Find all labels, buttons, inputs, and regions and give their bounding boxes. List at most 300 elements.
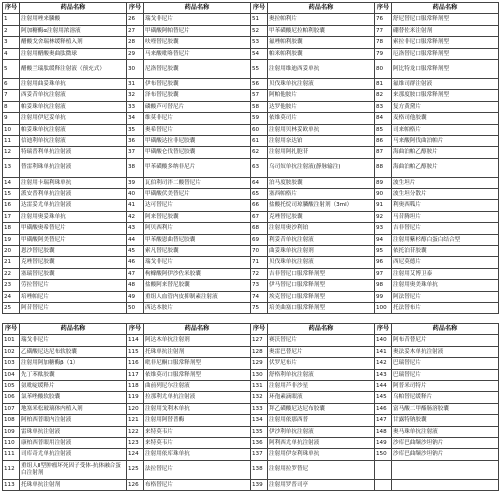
row-number-cell: 23 (3, 280, 20, 291)
row-number-cell: 19 (3, 234, 20, 245)
drug-name-cell: 阿利西尤单抗注射液 (268, 437, 375, 448)
drug-name-cell: 重组人血管内皮抑制素注射液 (144, 291, 251, 302)
drug-name-cell: 海曲泊帕乙醇胺片 (392, 147, 499, 158)
seq-header: 序号 (251, 324, 268, 335)
name-header: 药品名称 (20, 3, 127, 14)
row-number-cell: 139 (251, 479, 268, 490)
drug-name-cell: 注射用阿扎胞苷 (268, 147, 375, 158)
row-number-cell: 15 (3, 189, 20, 200)
seq-header: 序号 (375, 3, 392, 14)
drug-name-cell: 利奥西呱片 (392, 200, 499, 211)
drug-name-cell: 尼洛替尼胶囊 (144, 59, 251, 78)
row-number-cell: 104 (3, 369, 20, 380)
row-number-cell: 69 (251, 234, 268, 245)
drug-name-cell: 吉非替尼口服常释剂型 (268, 268, 375, 279)
row-number-cell: 72 (251, 268, 268, 279)
row-number-cell: 131 (251, 380, 268, 391)
row-number-cell: 20 (3, 246, 20, 257)
drug-name-cell: 阿昔替尼片 (20, 302, 127, 313)
row-number-cell: 125 (127, 460, 144, 479)
row-number-cell: 50 (127, 302, 144, 313)
row-number-cell: 91 (375, 200, 392, 211)
drug-name-cell: 沙库巴曲缬沙坦钠片 (392, 437, 499, 448)
drug-name-cell: 阿帕他胺片 (268, 90, 375, 101)
drug-name-cell: 注射用艾博卫泰 (392, 268, 499, 279)
row-number-cell: 52 (251, 25, 268, 36)
row-number-cell: 17 (3, 211, 20, 222)
row-number-cell: 140 (375, 335, 392, 346)
table-row (3, 426, 499, 437)
row-number-cell: 98 (375, 280, 392, 291)
row-number-cell: 115 (127, 346, 144, 357)
drug-name-cell (392, 460, 499, 479)
drug-name-cell: 磷酸芦可替尼片 (144, 101, 251, 112)
drug-name-cell: 拜乙磺酸尼达尼布胶囊 (268, 403, 375, 414)
row-number-cell: 76 (375, 14, 392, 25)
row-number-cell: 49 (127, 291, 144, 302)
row-number-cell: 150 (375, 449, 392, 460)
drug-name-cell: 恩沙替尼胶囊 (20, 246, 127, 257)
row-number-cell: 92 (375, 211, 392, 222)
drug-name-cell: 布格替尼片 (144, 479, 251, 490)
drug-name-cell: 注射用阿替普酶 (144, 415, 251, 426)
drug-name-cell: 氟唑帕利胶囊 (268, 37, 375, 48)
drug-name-cell: 劳拉替尼片 (20, 280, 127, 291)
drug-name-cell: 伏罗尼布片 (268, 358, 375, 369)
seq-header: 序号 (3, 3, 20, 14)
row-number-cell: 47 (127, 268, 144, 279)
drug-name-cell: 注射用拉罗替尼 (268, 460, 375, 479)
table-row (3, 78, 499, 89)
drug-name-cell: 曲妥珠单抗注射剂 (268, 246, 375, 257)
row-number-cell: 136 (251, 437, 268, 448)
drug-name-cell: 奥马珠单抗注射液 (392, 426, 499, 437)
drug-name-cell: 维莫非尼片 (144, 113, 251, 124)
drug-name-cell: 麦格司他胶囊 (392, 113, 499, 124)
drug-name-cell: 瑞戈非尼片 (20, 335, 127, 346)
row-number-cell: 10 (3, 124, 20, 135)
row-number-cell: 75 (251, 302, 268, 313)
table-row (3, 346, 499, 357)
row-number-cell: 93 (375, 223, 392, 234)
drug-name-cell: 波生坦片 (392, 177, 499, 188)
row-number-cell: 59 (251, 113, 268, 124)
table-row (3, 124, 499, 135)
row-number-cell: 3 (3, 37, 20, 48)
table-row (3, 158, 499, 177)
table-row (3, 403, 499, 414)
row-number-cell: 45 (127, 246, 144, 257)
seq-header: 序号 (251, 3, 268, 14)
drug-name-cell: 注射用紫杉醇白蛋白结合型 (392, 234, 499, 245)
row-number-cell: 123 (127, 437, 144, 448)
drug-name-cell: 注射用芦非沙星 (268, 380, 375, 391)
name-header: 药品名称 (20, 324, 127, 335)
drug-name-cell: 注射用罗普司亭 (268, 479, 375, 490)
drug-name-cell: 西妥昔单抗注射液 (20, 90, 127, 101)
drug-name-cell: 注射用阿加糖酶β（1） (20, 358, 127, 369)
table-row (3, 177, 499, 188)
drug-name-cell: 注射用奥妥珠单抗 (20, 211, 127, 222)
table-row (3, 189, 499, 200)
row-number-cell: 89 (375, 177, 392, 188)
table-row (3, 280, 499, 291)
row-number-cell: 122 (127, 426, 144, 437)
drug-name-cell: 瓦伯利司泮二酸替尼片 (144, 177, 251, 188)
row-number-cell: 99 (375, 291, 392, 302)
table-row (3, 101, 499, 112)
drug-name-cell: 盐酸阿来替尼胶囊 (144, 280, 251, 291)
drug-name-cell: 地塞米松玻璃体内植入剂 (20, 403, 127, 414)
drug-name-cell: 埃克替尼口服常释剂型 (268, 291, 375, 302)
drug-name-cell: 司来帕格片 (392, 124, 499, 135)
table-row (3, 392, 499, 403)
drug-name-cell: 马来酸阿伐曲泊帕片 (392, 135, 499, 146)
row-number-cell: 121 (127, 415, 144, 426)
row-number-cell: 145 (375, 392, 392, 403)
row-number-cell: 133 (251, 403, 268, 414)
row-number-cell: 113 (3, 479, 20, 490)
drug-name-cell: 培美曲塞口服常释剂型 (268, 302, 375, 313)
row-number-cell: 27 (127, 25, 144, 36)
drug-name-cell: 索拉非尼口服常释剂型 (392, 37, 499, 48)
row-number-cell: 62 (251, 147, 268, 158)
drug-table-bottom (2, 323, 499, 491)
drug-name-cell: 来特莫韦片 (144, 426, 251, 437)
row-number-cell: 120 (127, 403, 144, 414)
row-number-cell: 35 (127, 124, 144, 135)
drug-name-cell: 帕妥珠单抗注射液 (20, 124, 127, 135)
row-number-cell: 90 (375, 189, 392, 200)
drug-name-cell: 注射用卡瑞利珠单抗 (20, 177, 127, 188)
drug-name-cell: 注射用醋酸奥曲肽微球 (20, 48, 127, 59)
drug-name-cell: 阿比特龙口服常释剂型 (392, 59, 499, 78)
drug-name-cell: 达可替尼片 (144, 200, 251, 211)
name-header: 药品名称 (144, 3, 251, 14)
table-row (3, 113, 499, 124)
drug-name-cell: 甲苯磺酸尼拉帕利胶囊 (268, 25, 375, 36)
drug-name-cell: 注射用曲妥珠单抗 (20, 78, 127, 89)
row-number-cell: 58 (251, 101, 268, 112)
table-row (3, 437, 499, 448)
row-number-cell: 61 (251, 135, 268, 146)
row-number-cell: 108 (3, 415, 20, 426)
drug-name-cell: 信迪利单抗注射液 (20, 135, 127, 146)
drug-name-cell: 依维莫司口服常释剂型 (144, 369, 251, 380)
row-number-cell: 100 (375, 302, 392, 313)
name-header: 药品名称 (392, 3, 499, 14)
row-number-cell: 88 (375, 158, 392, 177)
drug-name-cell: 西达本胺片 (144, 302, 251, 313)
row-number-cell: 40 (127, 189, 144, 200)
drug-name-cell: 瑞戈非尼片 (144, 257, 251, 268)
row-number-cell: 25 (3, 302, 20, 313)
row-number-cell: 80 (375, 59, 392, 78)
drug-name-cell: 甲磺酸阿帕替尼片 (144, 25, 251, 36)
row-number-cell: 31 (127, 78, 144, 89)
row-number-cell: 28 (127, 37, 144, 48)
table-row (3, 257, 499, 268)
row-number-cell: 94 (375, 234, 392, 245)
drug-name-cell: 注射用伊奈利珠单抗 (268, 449, 375, 460)
drug-name-cell: 环孢素滴眼液 (268, 392, 375, 403)
table-row (3, 246, 499, 257)
drug-name-cell: 司库奇尤单抗注射液 (20, 449, 127, 460)
row-number-cell: 148 (375, 426, 392, 437)
row-number-cell: 87 (375, 147, 392, 158)
drug-name-cell: 注射用奥沙利铂 (268, 223, 375, 234)
row-number-cell (375, 479, 392, 490)
row-number-cell: 36 (127, 135, 144, 146)
table-row (3, 302, 499, 313)
drug-name-cell: 拉那利尤单抗注射液 (144, 392, 251, 403)
table-row (3, 14, 499, 25)
row-number-cell: 39 (127, 177, 144, 188)
drug-name-cell: 注射用戈利木单抗 (144, 403, 251, 414)
table-row (3, 369, 499, 380)
row-number-cell (375, 460, 392, 479)
drug-name-cell: 贝伐珠单抗注射液 (268, 257, 375, 268)
drug-name-cell: 西尼莫德片 (392, 257, 499, 268)
table-row (3, 223, 499, 234)
drug-name-cell: 波生坦分散片 (392, 189, 499, 200)
drug-name-cell: 派安普利单抗注射液 (20, 189, 127, 200)
row-number-cell: 134 (251, 415, 268, 426)
row-number-cell: 53 (251, 37, 268, 48)
drug-name-cell: 贝伐珠单抗注射液 (268, 78, 375, 89)
row-number-cell: 119 (127, 392, 144, 403)
table-row (3, 449, 499, 460)
row-number-cell: 34 (127, 113, 144, 124)
row-number-cell: 65 (251, 189, 268, 200)
drug-name-cell: 奥法妥木单抗注射液 (392, 346, 499, 357)
row-number-cell: 85 (375, 124, 392, 135)
table-row (3, 415, 499, 426)
table-row (3, 358, 499, 369)
row-number-cell: 64 (251, 177, 268, 188)
table-row (3, 48, 499, 59)
drug-name-cell: 奥希替尼片 (144, 124, 251, 135)
drug-name-cell: 阿柏西普眼内注射液 (20, 415, 127, 426)
row-number-cell: 6 (3, 78, 20, 89)
row-number-cell: 118 (127, 380, 144, 391)
row-number-cell: 21 (3, 257, 20, 268)
row-number-cell: 132 (251, 392, 268, 403)
row-number-cell: 56 (251, 78, 268, 89)
row-number-cell: 38 (127, 158, 144, 177)
row-number-cell: 16 (3, 200, 20, 211)
drug-name-cell: 索凡替尼胶囊 (144, 246, 251, 257)
row-number-cell: 70 (251, 246, 268, 257)
row-number-cell: 144 (375, 380, 392, 391)
row-number-cell: 109 (3, 426, 20, 437)
drug-name-cell: 注射用维迪西妥单抗 (268, 59, 375, 78)
row-number-cell: 46 (127, 257, 144, 268)
drug-name-cell: 来特莫韦片 (144, 437, 251, 448)
drug-name-cell: 氯苯唑酸软胶囊 (20, 392, 127, 403)
row-number-cell: 146 (375, 403, 392, 414)
row-number-cell: 114 (127, 335, 144, 346)
drug-name-cell: 乌司奴单抗注射液(静脉输注) (268, 158, 375, 177)
row-number-cell: 110 (3, 437, 20, 448)
row-number-cell: 68 (251, 223, 268, 234)
drug-name-cell: 培唑帕尼片 (20, 291, 127, 302)
row-number-cell: 149 (375, 437, 392, 448)
drug-name-cell: 赛沃替尼片 (268, 335, 375, 346)
row-number-cell: 66 (251, 200, 268, 211)
row-number-cell: 30 (127, 59, 144, 78)
drug-table-top (2, 2, 499, 314)
drug-name-cell: 特瑞普利单抗注射液 (20, 147, 127, 158)
drug-name-cell: 阿普米司特片 (392, 380, 499, 391)
row-number-cell: 73 (251, 280, 268, 291)
drug-name-cell: 奥雷巴替尼片 (268, 346, 375, 357)
row-number-cell: 137 (251, 449, 268, 460)
drug-name-cell: 吡非尼酮口服常释剂型 (144, 358, 251, 369)
drug-name-cell: 注射用唑来膦酸 (20, 14, 127, 25)
name-header: 药品名称 (268, 324, 375, 335)
row-number-cell: 86 (375, 135, 392, 146)
row-number-cell: 97 (375, 268, 392, 279)
drug-name-cell: 巴瑞替尼片 (392, 369, 499, 380)
row-number-cell: 26 (127, 14, 144, 25)
drug-name-cell: 泊马度胺胶囊 (268, 177, 375, 188)
drug-name-cell: 来那度胺口服常释剂型 (392, 90, 499, 101)
row-number-cell: 5 (3, 59, 20, 78)
drug-name-cell: 注射用贝林妥欧单抗 (268, 124, 375, 135)
table-row (3, 268, 499, 279)
table-row (3, 147, 499, 158)
row-number-cell: 127 (251, 335, 268, 346)
row-number-cell: 128 (251, 346, 268, 357)
seq-header: 序号 (3, 324, 20, 335)
drug-name-cell: 利妥昔单抗注射液 (268, 234, 375, 245)
row-number-cell: 117 (127, 369, 144, 380)
drug-name-cell: 阿贝西利片 (144, 223, 251, 234)
table-row (3, 291, 499, 302)
row-number-cell: 33 (127, 101, 144, 112)
drug-name-cell: 舒尼替尼口服常释剂型 (392, 14, 499, 25)
drug-name-cell: 注射用奥美珠单抗 (392, 280, 499, 291)
drug-name-cell: 帕米帕利胶囊 (268, 48, 375, 59)
row-number-cell: 14 (3, 177, 20, 188)
drug-name-cell: 康柏西普眼用注射液 (20, 437, 127, 448)
row-number-cell: 142 (375, 358, 392, 369)
drug-name-cell: 盐酸托烷司琼膦酸注射剂（3ml） (268, 200, 375, 211)
row-number-cell: 67 (251, 211, 268, 222)
drug-name-cell: 厄洛替尼口服常释剂型 (392, 48, 499, 59)
row-number-cell: 105 (3, 380, 20, 391)
row-number-cell: 107 (3, 403, 20, 414)
table-row (3, 460, 499, 479)
row-number-cell: 116 (127, 358, 144, 369)
row-number-cell: 102 (3, 346, 20, 357)
drug-name-cell: 伊马替尼口服常释剂型 (268, 280, 375, 291)
row-number-cell: 77 (375, 25, 392, 36)
row-number-cell: 1 (3, 14, 20, 25)
drug-name-cell: 马昔腾坦片 (392, 211, 499, 222)
row-number-cell: 83 (375, 101, 392, 112)
seq-header: 序号 (127, 324, 144, 335)
row-number-cell: 71 (251, 257, 268, 268)
drug-name-cell: 甲磺酸达拉非尼胶囊 (144, 135, 251, 146)
drug-name-cell: 阿达木单抗注射剂 (144, 335, 251, 346)
drug-name-cell: 阿来替尼胶囊 (144, 211, 251, 222)
drug-name-cell: 克唑替尼胶囊 (20, 257, 127, 268)
row-number-cell: 103 (3, 358, 20, 369)
drug-name-cell: 托珠单抗注射剂 (20, 479, 127, 490)
row-number-cell: 60 (251, 124, 268, 135)
name-header: 药品名称 (144, 324, 251, 335)
row-number-cell: 81 (375, 78, 392, 89)
row-number-cell: 141 (375, 346, 392, 357)
row-number-cell: 37 (127, 147, 144, 158)
drug-name-cell: 甲磺酸伏美替尼片 (144, 189, 251, 200)
row-number-cell: 42 (127, 211, 144, 222)
table-row (3, 211, 499, 222)
row-number-cell: 111 (3, 449, 20, 460)
drug-name-cell: 先丁苯酞胶囊 (20, 369, 127, 380)
drug-name-cell: 甲磺酸仑伐替尼胶囊 (144, 147, 251, 158)
drug-name-cell: 替雷利珠单抗注射液 (20, 158, 127, 177)
row-number-cell: 112 (3, 460, 20, 479)
row-number-cell: 74 (251, 291, 268, 302)
table-row (3, 479, 499, 490)
drug-name-cell: 泽布替尼胶囊 (144, 90, 251, 101)
drug-name-cell: 氨吡啶缓释片 (20, 380, 127, 391)
drug-name-cell: 达雷妥尤单抗注射液 (20, 200, 127, 211)
row-number-cell: 51 (251, 14, 268, 25)
table-row (3, 380, 499, 391)
drug-name-cell: 托珠单抗注射剂 (144, 346, 251, 357)
table-row (3, 234, 499, 245)
row-number-cell: 22 (3, 268, 20, 279)
drug-name-cell: 沙库巴曲缬沙坦钠片 (392, 449, 499, 460)
table-row (3, 90, 499, 101)
row-number-cell: 96 (375, 257, 392, 268)
row-number-cell: 101 (3, 335, 20, 346)
drug-name-cell: 伊沙利单抗注射液 (268, 426, 375, 437)
drug-name-cell: 塞西帕格片 (268, 189, 375, 200)
row-number-cell: 24 (3, 291, 20, 302)
row-number-cell: 48 (127, 280, 144, 291)
drug-name-cell: 硼替佐米注射剂 (392, 25, 499, 36)
row-number-cell: 32 (127, 90, 144, 101)
row-number-cell: 95 (375, 246, 392, 257)
row-number-cell: 57 (251, 90, 268, 101)
row-number-cell: 143 (375, 369, 392, 380)
row-number-cell: 84 (375, 113, 392, 124)
row-number-cell: 55 (251, 59, 268, 78)
drug-name-cell: 克唑替尼胶囊 (268, 211, 375, 222)
row-number-cell: 2 (3, 25, 20, 36)
row-number-cell: 79 (375, 48, 392, 59)
drug-name-cell: 注射用伊尼妥单抗 (20, 113, 127, 124)
drug-name-cell: 富马酸二甲酯肠溶胶囊 (392, 403, 499, 414)
row-number-cell: 106 (3, 392, 20, 403)
drug-name-cell: 注射用奈达铂 (268, 135, 375, 146)
drug-name-cell: 氟维司群注射液 (392, 78, 499, 89)
drug-name-cell: 甲苯磺酸多纳非尼片 (144, 158, 251, 177)
drug-name-cell: 塞瑞替尼胶囊 (20, 268, 127, 279)
drug-name-cell: 马来酸吡咯替尼片 (144, 48, 251, 59)
row-number-cell: 12 (3, 147, 20, 158)
table-row (3, 37, 499, 48)
drug-name-cell: 舒格利单抗注射液 (268, 369, 375, 380)
row-number-cell: 63 (251, 158, 268, 177)
drug-name-cell: 曲前列尼尔注射液 (144, 380, 251, 391)
drug-name-cell: 乌帕替尼缓释片 (392, 392, 499, 403)
